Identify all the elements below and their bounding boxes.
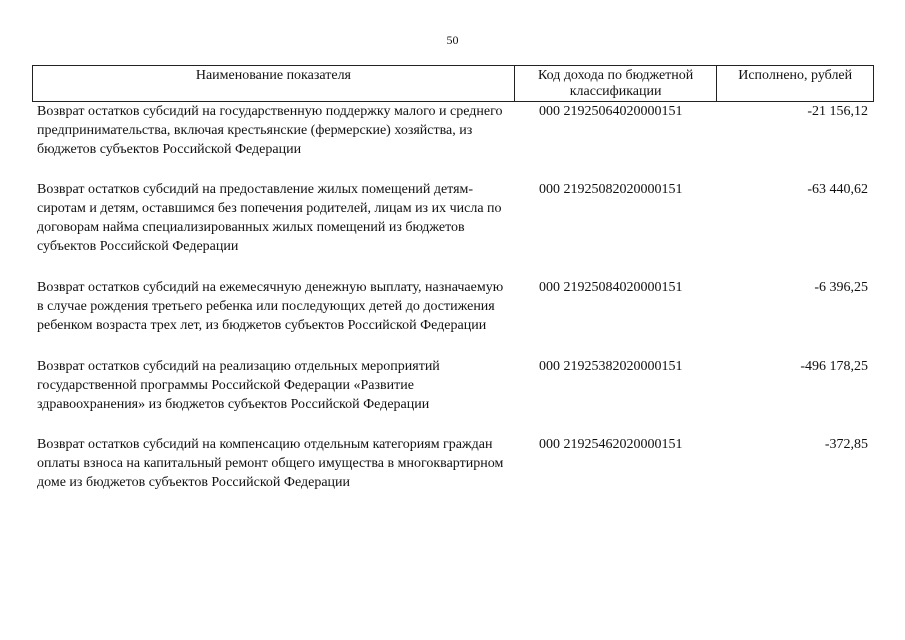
revenue-table xyxy=(32,65,874,495)
table-row xyxy=(32,102,874,180)
executed-amount: -6 396,25 xyxy=(814,280,868,295)
table-row xyxy=(32,278,874,357)
table-row xyxy=(32,435,874,495)
executed-amount: -63 440,62 xyxy=(807,182,868,197)
indicator-name: Возврат остатков субсидий на ежемесячную денежную выплату, назначаемую в случае рождения третьего ребенка или последующих детей до достижения ребенком возраста трех лет, из бюджетов субъектов Российской Федерации xyxy=(37,280,504,333)
revenue-code: 000 21925462020000151 xyxy=(539,437,683,452)
indicator-name: Возврат остатков субсидий на предоставление жилых помещений детям-сиротам и детям, оставшимся без попечения родителей, лицам из их числа по договорам найма специализированных жилых помещений из бюджетов субъектов Российской Федерации xyxy=(37,182,502,254)
table-row xyxy=(32,180,874,278)
revenue-code: 000 21925082020000151 xyxy=(539,182,683,197)
header-revenue-code: Код дохода по бюджетной классификации xyxy=(515,66,718,101)
executed-amount: -21 156,12 xyxy=(807,104,868,119)
executed-amount: -496 178,25 xyxy=(800,359,868,374)
header-indicator-name: Наименование показателя xyxy=(33,66,515,101)
indicator-name: Возврат остатков субсидий на реализацию отдельных мероприятий государственной программы Российской Федерации «Развитие здравоохранения» из бюджетов субъектов Российской Федерации xyxy=(37,359,440,412)
header-executed-amount: Исполнено, рублей xyxy=(738,68,853,83)
page-number: 50 xyxy=(446,33,459,47)
indicator-name: Возврат остатков субсидий на компенсацию отдельным категориям граждан оплаты взноса на капитальный ремонт общего имущества в многоквартирном доме из бюджетов субъектов Российской Федерации xyxy=(37,437,504,490)
revenue-code: 000 21925084020000151 xyxy=(539,280,683,295)
executed-amount: -372,85 xyxy=(824,437,868,452)
revenue-code: 000 21925064020000151 xyxy=(539,104,683,119)
revenue-code: 000 21925382020000151 xyxy=(539,359,683,374)
indicator-name: Возврат остатков субсидий на государственную поддержку малого и среднего предпринимательства, включая крестьянские (фермерские) хозяйства, из бюджетов субъектов Российской Федерации xyxy=(37,104,503,157)
table-header xyxy=(32,65,874,102)
table-row xyxy=(32,357,874,435)
